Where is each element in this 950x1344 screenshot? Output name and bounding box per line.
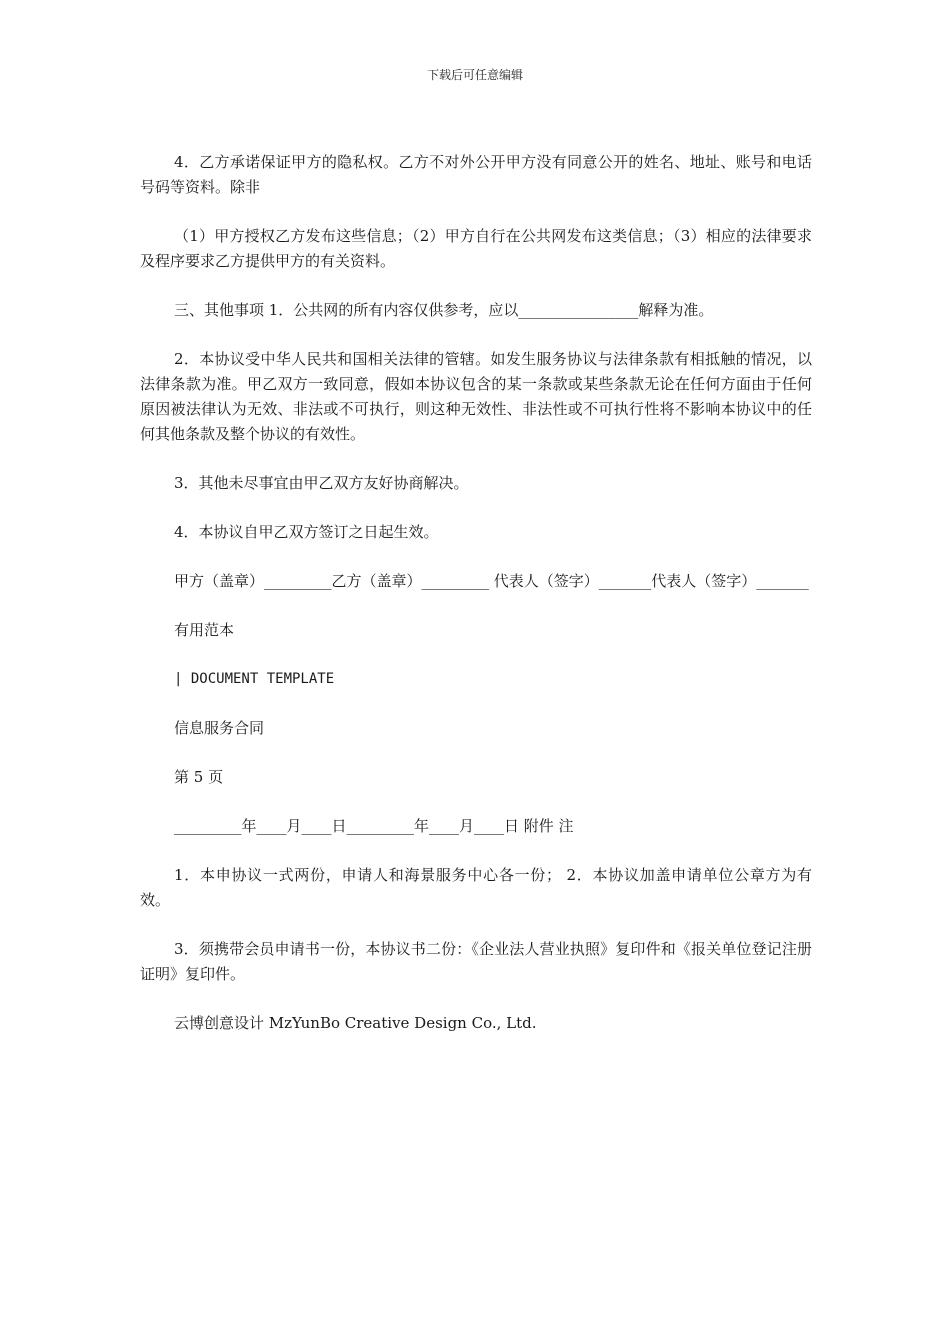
- paragraph-note-documents: 3．须携带会员申请书一份，本协议书二份：《企业法人营业执照》复印件和《报关单位登记注册证明》复印件。: [140, 940, 812, 983]
- paragraph-signatures: 甲方（盖章）_________乙方（盖章）_________ 代表人（签字）_______代表人（签字）_______: [174, 572, 809, 590]
- paragraph-dates-attachment: _________年____月____日_________年____月____日 附件 注: [174, 817, 574, 835]
- page-number: 第 5 页: [174, 768, 224, 786]
- paragraph-unresolved-matters: 3．其他未尽事宜由甲乙双方友好协商解决。: [174, 474, 469, 492]
- company-footer: 云博创意设计 MzYunBo Creative Design Co., Ltd.: [174, 1014, 537, 1032]
- page-header: 下载后可任意编辑: [426, 68, 523, 82]
- template-label: 有用范本: [174, 621, 235, 639]
- paragraph-privacy-exceptions: （1）甲方授权乙方发布这些信息；（2）甲方自行在公共网发布这类信息；（3）相应的法律要求及程序要求乙方提供甲方的有关资料。: [140, 227, 812, 270]
- paragraph-other-matters: 三、其他事项 1．公共网的所有内容仅供参考，应以________________解释为准。: [174, 301, 714, 319]
- paragraph-privacy-clause: 4．乙方承诺保证甲方的隐私权。乙方不对外公开甲方没有同意公开的姓名、地址、账号和电话号码等资料。除非: [140, 153, 812, 196]
- template-subtitle: | DOCUMENT TEMPLATE: [174, 671, 335, 687]
- paragraph-governing-law: 2．本协议受中华人民共和国相关法律的管辖。如发生服务协议与法律条款有相抵触的情况，以法律条款为准。甲乙双方一致同意，假如本协议包含的某一条款或某些条款无论在任何方面由于任何原因被法律认为无效、非法或不可执行，则这种无效性、非法性或不可执行性将不影响本协议中的任何其他条款及整个协议的有效性。: [140, 350, 812, 443]
- document-body: [140, 150, 812, 1036]
- paragraph-effective-date: 4．本协议自甲乙双方签订之日起生效。: [174, 523, 439, 541]
- paragraph-note-copies: 1．本申协议一式两份，申请人和海景服务中心各一份； 2．本协议加盖申请单位公章方为有效。: [140, 866, 812, 909]
- contract-title: 信息服务合同: [174, 719, 265, 737]
